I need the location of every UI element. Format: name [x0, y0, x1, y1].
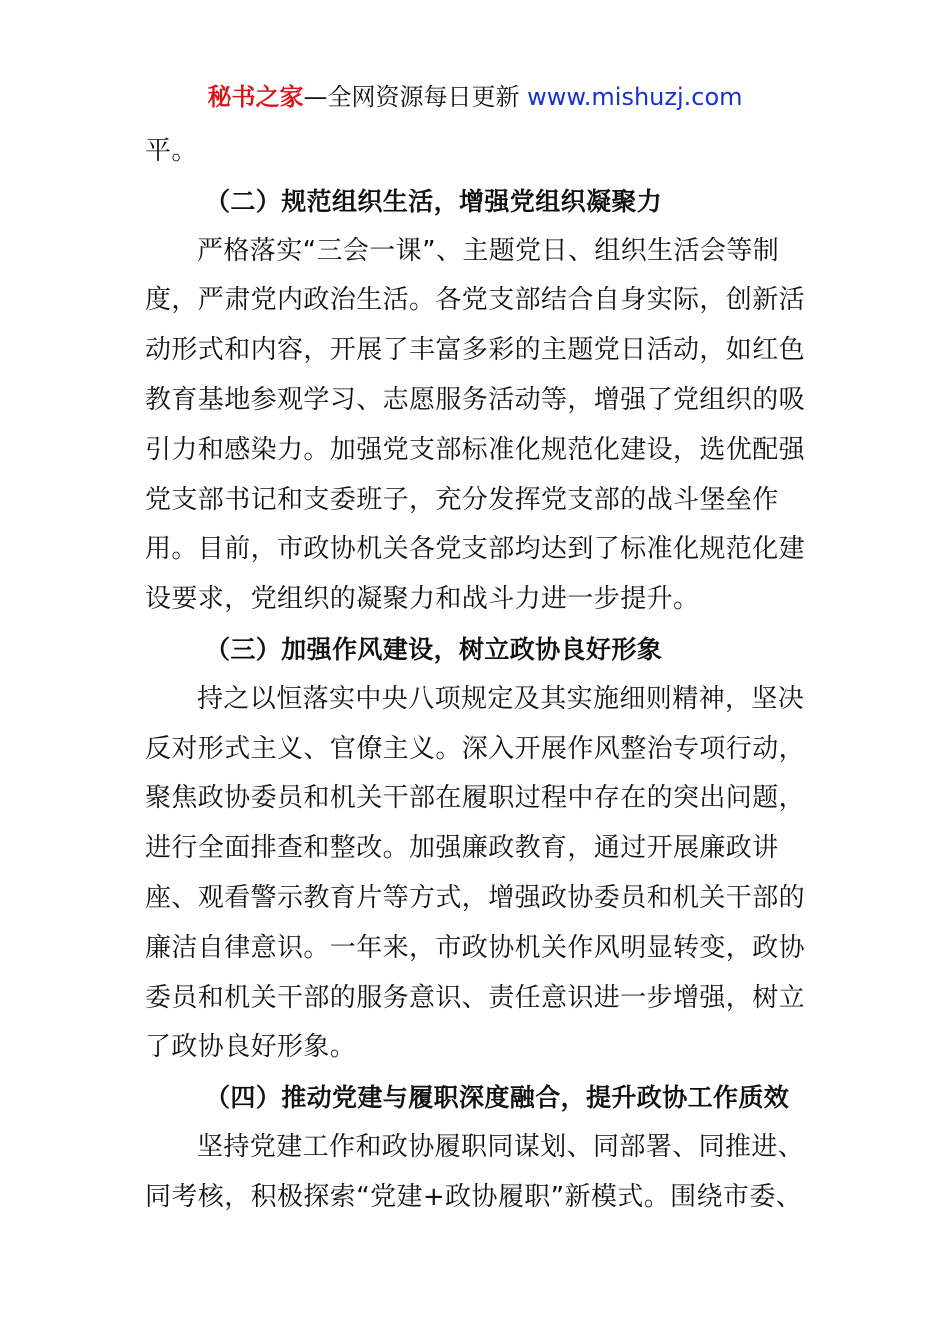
paragraph-line: 引力和感染力。加强党支部标准化规范化建设，选优配强 [145, 434, 806, 465]
paragraph-line: 平。 [145, 136, 198, 166]
paragraph-line: 严格落实“三会一课”、主题党日、组织生活会等制 [197, 235, 780, 266]
site-url-link[interactable]: www.mishuzj.com [527, 83, 743, 111]
brand-name: 秘书之家 [207, 83, 304, 111]
paragraph-line: 坚持党建工作和政协履职同谋划、同部署、同推进、 [197, 1131, 805, 1162]
paragraph-line: 同考核，积极探索“党建+政协履职”新模式。围绕市委、 [145, 1181, 803, 1212]
paragraph-line: 动形式和内容，开展了丰富多彩的主题党日活动，如红色 [145, 335, 806, 366]
paragraph-line: 教育基地参观学习、志愿服务活动等，增强了党组织的吸 [145, 384, 806, 415]
header-tagline: —全网资源每日更新 [303, 83, 528, 111]
section-heading-2: （二）规范组织生活，增强党组织凝聚力 [205, 186, 663, 216]
paragraph-line: 委员和机关干部的服务意识、责任意识进一步增强，树立 [145, 982, 806, 1013]
paragraph-line: 用。目前，市政协机关各党支部均达到了标准化规范化建 [145, 534, 806, 565]
paragraph-line: 度，严肃党内政治生活。各党支部结合自身实际，创新活 [145, 285, 806, 316]
paragraph-line: 持之以恒落实中央八项规定及其实施细则精神，坚决 [197, 683, 805, 714]
site-header [0, 80, 950, 114]
paragraph-line: 进行全面排查和整改。加强廉政教育，通过开展廉政讲 [145, 833, 779, 864]
document-body [145, 127, 810, 1223]
paragraph-line: 党支部书记和支委班子，充分发挥党支部的战斗堡垒作 [145, 484, 779, 515]
section-heading-4: （四）推动党建与履职深度融合，提升政协工作质效 [205, 1083, 790, 1113]
section-heading-3: （三）加强作风建设，树立政协良好形象 [205, 634, 663, 664]
paragraph-line: 聚焦政协委员和机关干部在履职过程中存在的突出问题， [145, 783, 806, 814]
paragraph-line: 廉洁自律意识。一年来，市政协机关作风明显转变，政协 [145, 932, 806, 963]
paragraph-line: 了政协良好形象。 [145, 1032, 357, 1063]
paragraph-line: 设要求，党组织的凝聚力和战斗力进一步提升。 [145, 584, 700, 615]
paragraph-line: 座、观看警示教育片等方式，增强政协委员和机关干部的 [145, 882, 806, 913]
paragraph-line: 反对形式主义、官僚主义。深入开展作风整治专项行动， [145, 733, 806, 764]
